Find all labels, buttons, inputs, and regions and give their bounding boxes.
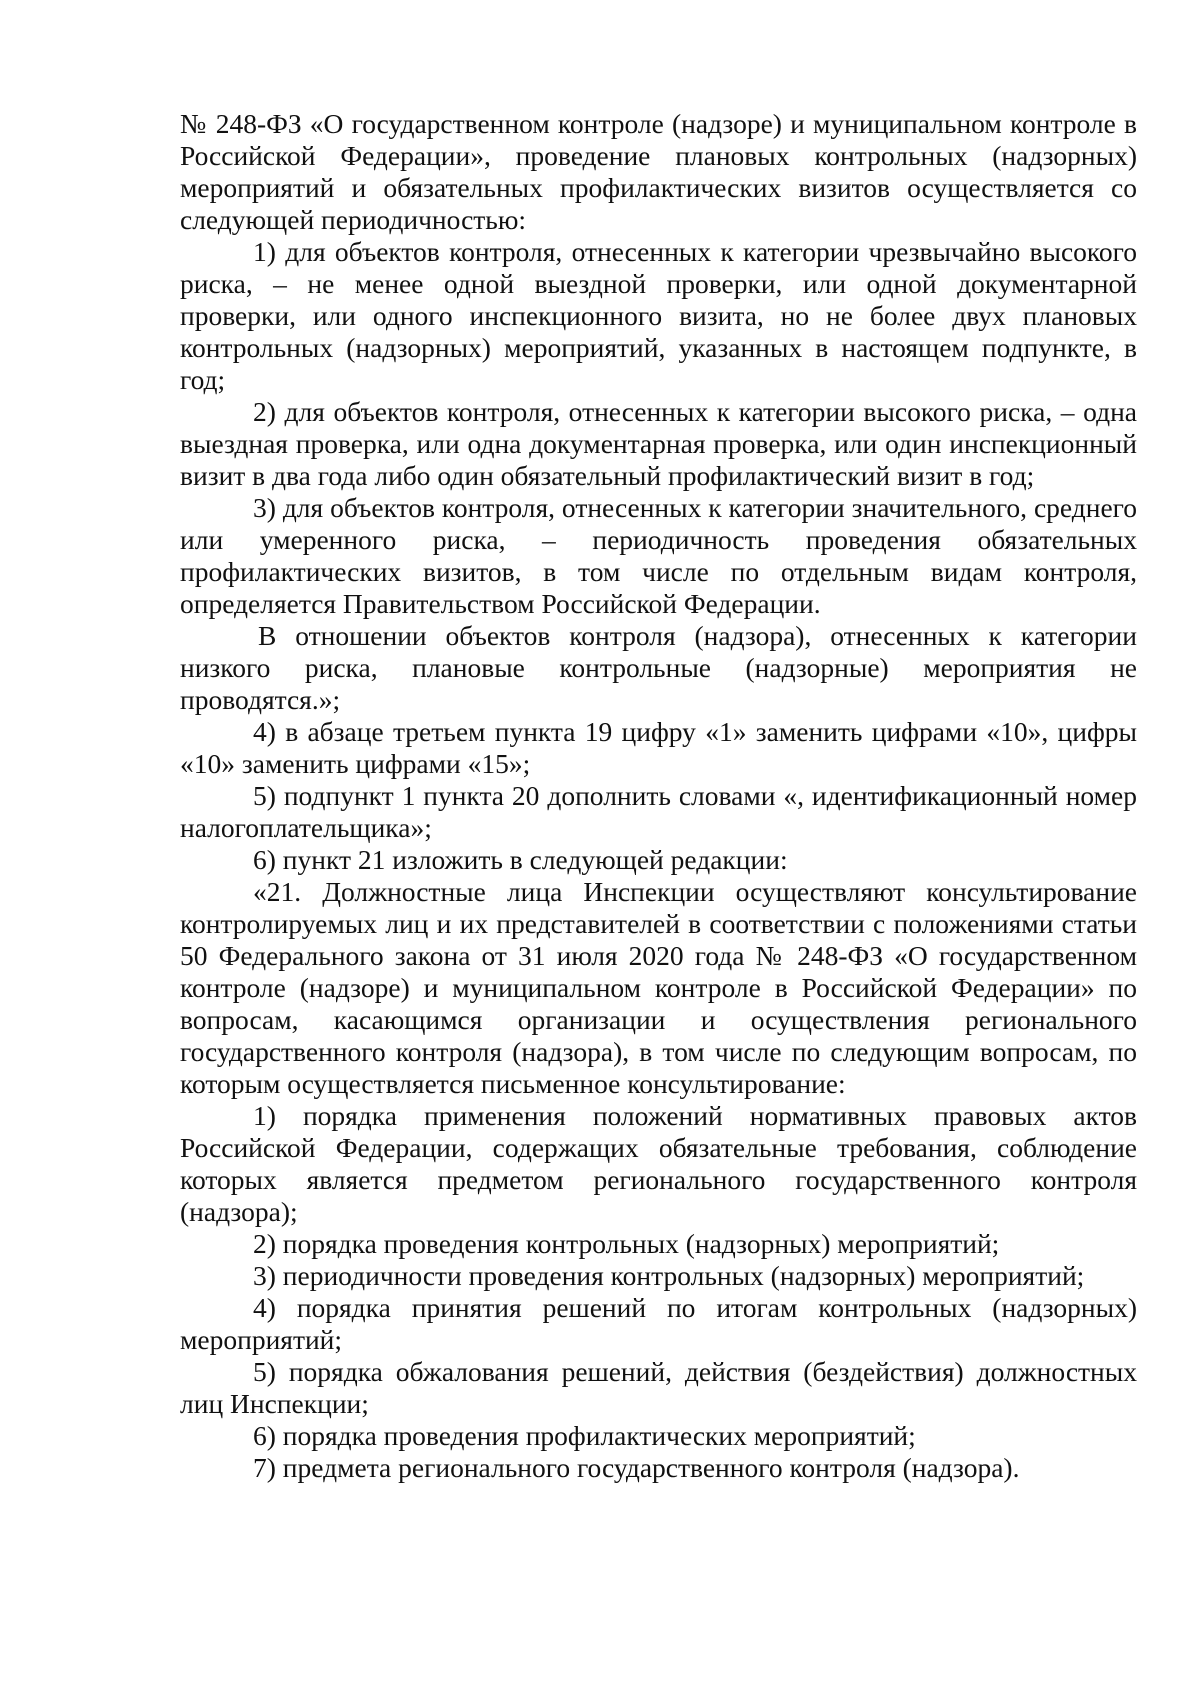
- paragraph-amendment-6: 6) пункт 21 изложить в следующей редакции:: [253, 844, 788, 875]
- paragraph-item-1-extreme-risk: 1) для объектов контроля, отнесенных к категории чрезвычайно высокого риска, – не менее одной выездной проверки, или одной документарной проверки, или одного инспекционного визита, но не более двух плановых контрольных (надзорных) мероприятий, указанных в настоящем подпункте, в год;: [180, 236, 1137, 395]
- paragraph-item-2-high-risk: 2) для объектов контроля, отнесенных к категории высокого риска, – одна выездная проверка, или одна документарная проверка, или один инспекционный визит в два года либо один обязательный профилактический визит в год;: [180, 396, 1137, 491]
- paragraph-low-risk: В отношении объектов контроля (надзора), отнесенных к категории низкого риска, плановые контрольные (надзорные) мероприятия не проводятся.»;: [180, 620, 1137, 715]
- paragraph-consult-item-3: 3) периодичности проведения контрольных (надзорных) мероприятий;: [253, 1260, 1085, 1291]
- paragraph-consult-item-1: 1) порядка применения положений нормативных правовых актов Российской Федерации, содержащих обязательные требования, соблюдение которых является предметом регионального государственного контроля (надзора);: [180, 1100, 1137, 1227]
- paragraph-consult-item-4: 4) порядка принятия решений по итогам контрольных (надзорных) мероприятий;: [180, 1292, 1137, 1355]
- document-body: [180, 108, 1137, 1484]
- paragraph-clause-21: «21. Должностные лица Инспекции осуществляют консультирование контролируемых лиц и их представителей в соответствии с положениями статьи 50 Федерального закона от 31 июля 2020 года № 248-ФЗ «О государственном контроле (надзоре) и муниципальном контроле в Российской Федерации» по вопросам, касающимся организации и осуществления регионального государственного контроля (надзора), в том числе по следующим вопросам, по которым осуществляется письменное консультирование:: [180, 876, 1137, 1099]
- paragraph-consult-item-6: 6) порядка проведения профилактических мероприятий;: [253, 1420, 916, 1451]
- paragraph-consult-item-7: 7) предмета регионального государственного контроля (надзора).: [253, 1452, 1020, 1483]
- paragraph-amendment-5: 5) подпункт 1 пункта 20 дополнить словами «, идентификационный номер налогоплательщика»;: [180, 780, 1137, 843]
- paragraph-intro: № 248-ФЗ «О государственном контроле (надзоре) и муниципальном контроле в Российской Федерации», проведение плановых контрольных (надзорных) мероприятий и обязательных профилактических визитов осуществляется со следующей периодичностью:: [180, 108, 1137, 235]
- paragraph-item-3-moderate-risk: 3) для объектов контроля, отнесенных к категории значительного, среднего или умеренного риска, – периодичность проведения обязательных профилактических визитов, в том числе по отдельным видам контроля, определяется Правительством Российской Федерации.: [180, 492, 1137, 619]
- paragraph-consult-item-2: 2) порядка проведения контрольных (надзорных) мероприятий;: [253, 1228, 1000, 1259]
- paragraph-amendment-4: 4) в абзаце третьем пункта 19 цифру «1» заменить цифрами «10», цифры «10» заменить цифрами «15»;: [180, 716, 1137, 779]
- paragraph-consult-item-5: 5) порядка обжалования решений, действия (бездействия) должностных лиц Инспекции;: [180, 1356, 1137, 1419]
